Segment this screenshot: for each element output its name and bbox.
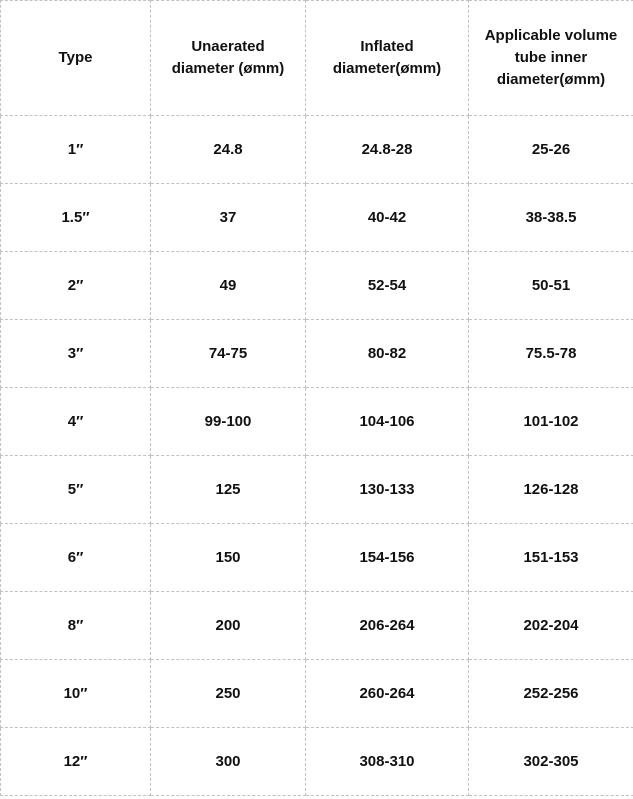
cell-tube-inner: 126-128 [469, 456, 633, 524]
cell-inflated: 104-106 [306, 388, 469, 456]
cell-type: 12″ [1, 728, 151, 796]
table-row [1, 592, 633, 660]
table-row [1, 660, 633, 728]
cell-unaerated: 300 [151, 728, 306, 796]
cell-unaerated: 74-75 [151, 320, 306, 388]
cell-tube-inner: 151-153 [469, 524, 633, 592]
cell-unaerated: 250 [151, 660, 306, 728]
cell-tube-inner: 25-26 [469, 116, 633, 184]
header-inflated-diameter: Inflated diameter(ømm) [306, 1, 469, 116]
table-row [1, 320, 633, 388]
cell-inflated: 206-264 [306, 592, 469, 660]
cell-inflated: 130-133 [306, 456, 469, 524]
cell-tube-inner: 252-256 [469, 660, 633, 728]
cell-type: 4″ [1, 388, 151, 456]
header-row [1, 1, 633, 116]
table-body [1, 116, 633, 796]
cell-unaerated: 49 [151, 252, 306, 320]
cell-inflated: 40-42 [306, 184, 469, 252]
table-row [1, 184, 633, 252]
cell-tube-inner: 38-38.5 [469, 184, 633, 252]
cell-inflated: 80-82 [306, 320, 469, 388]
cell-tube-inner: 302-305 [469, 728, 633, 796]
cell-type: 10″ [1, 660, 151, 728]
cell-tube-inner: 75.5-78 [469, 320, 633, 388]
table-row [1, 116, 633, 184]
cell-type: 3″ [1, 320, 151, 388]
header-type: Type [1, 1, 151, 116]
cell-tube-inner: 202-204 [469, 592, 633, 660]
cell-type: 1″ [1, 116, 151, 184]
header-unaerated-diameter: Unaerated diameter (ømm) [151, 1, 306, 116]
table-row [1, 524, 633, 592]
cell-inflated: 154-156 [306, 524, 469, 592]
cell-tube-inner: 50-51 [469, 252, 633, 320]
cell-inflated: 308-310 [306, 728, 469, 796]
cell-type: 8″ [1, 592, 151, 660]
cell-inflated: 24.8-28 [306, 116, 469, 184]
cell-unaerated: 125 [151, 456, 306, 524]
cell-type: 2″ [1, 252, 151, 320]
table-row [1, 728, 633, 796]
cell-unaerated: 24.8 [151, 116, 306, 184]
cell-unaerated: 37 [151, 184, 306, 252]
cell-inflated: 52-54 [306, 252, 469, 320]
table-row [1, 388, 633, 456]
cell-type: 6″ [1, 524, 151, 592]
cell-unaerated: 150 [151, 524, 306, 592]
cell-tube-inner: 101-102 [469, 388, 633, 456]
table-row [1, 456, 633, 524]
cell-inflated: 260-264 [306, 660, 469, 728]
table-header [1, 1, 633, 116]
cell-type: 1.5″ [1, 184, 151, 252]
cell-unaerated: 200 [151, 592, 306, 660]
cell-type: 5″ [1, 456, 151, 524]
header-tube-inner-diameter: Applicable volume tube inner diameter(ømm) [469, 1, 633, 116]
table-row [1, 252, 633, 320]
cell-unaerated: 99-100 [151, 388, 306, 456]
